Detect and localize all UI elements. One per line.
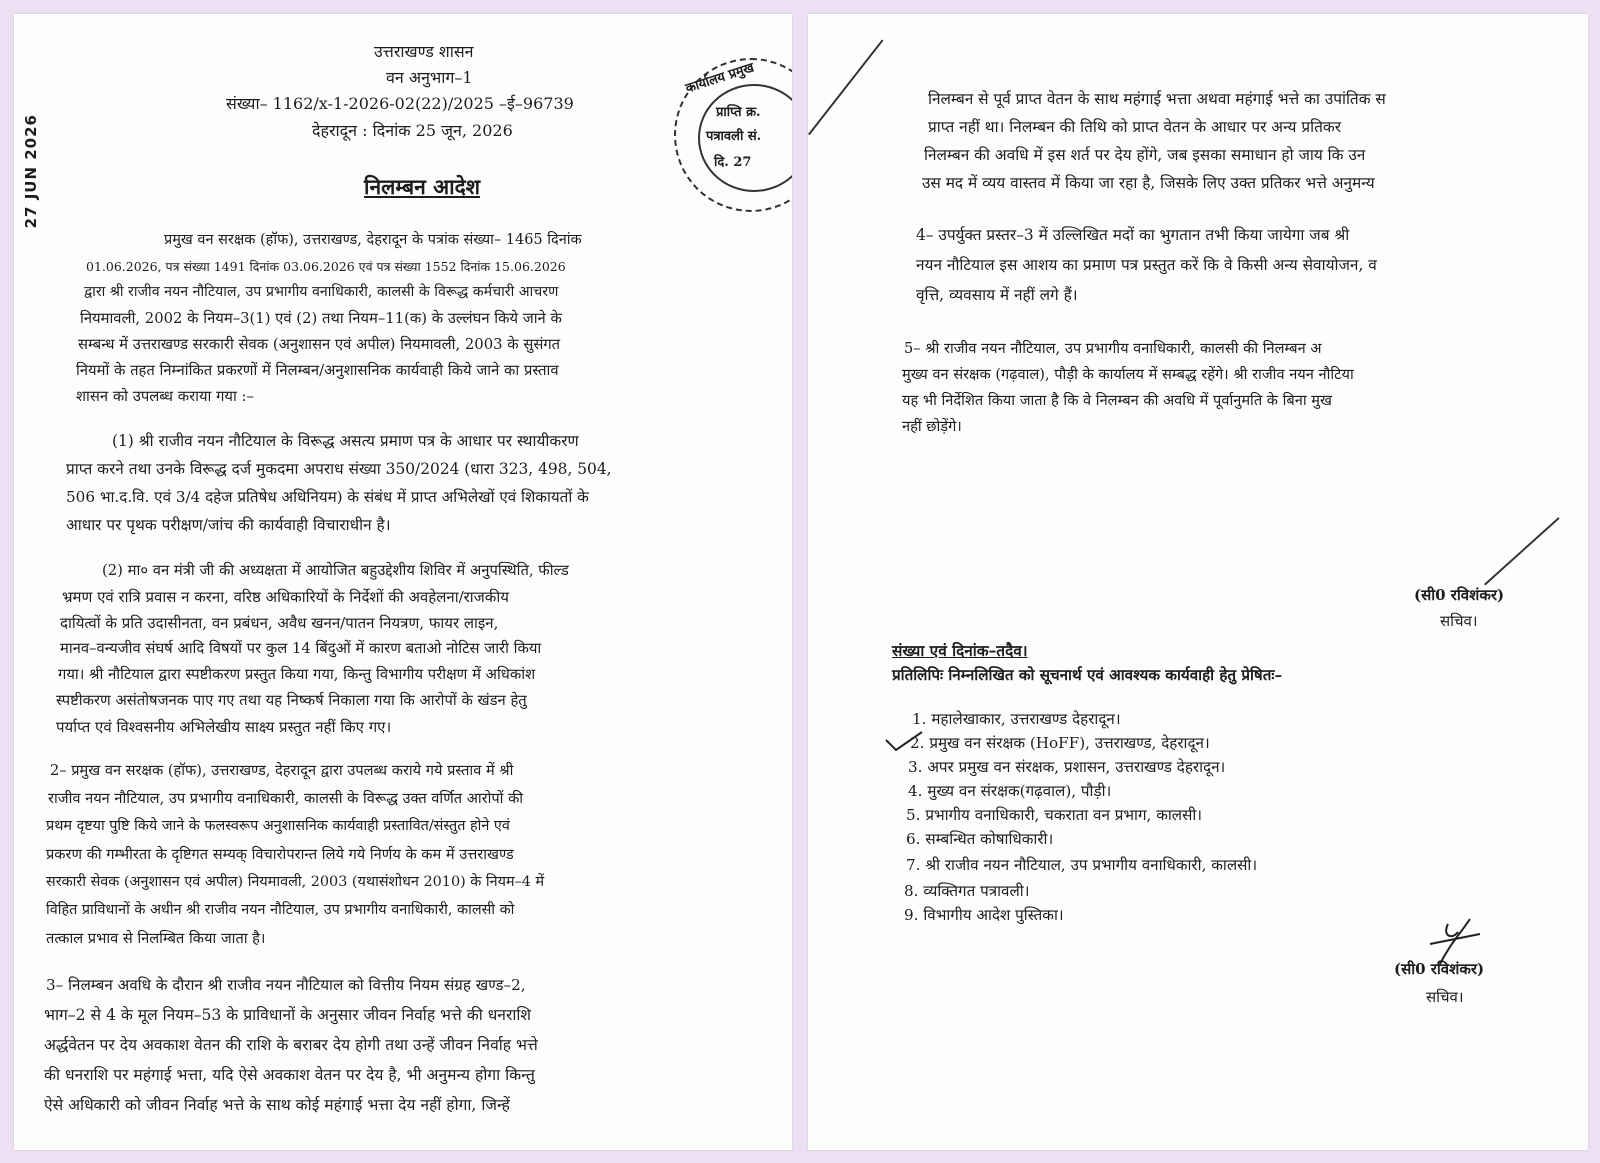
recipient-item: 7. श्री राजीव नयन नौटियाल, उप प्रभागीय वनाधिकारी, कालसी। xyxy=(906,856,1258,874)
place-date: देहरादून : दिनांक 25 जून, 2026 xyxy=(312,121,513,140)
seal-line: दि. 27 xyxy=(714,155,752,170)
para2-line: राजीव नयन नौटियाल, उप प्रभागीय वनाधिकारी, कालसी के विरूद्ध उक्त वर्णित आरोपों की xyxy=(48,790,524,807)
item2-line: स्पष्टीकरण असंतोषजनक पाए गए तथा यह निष्कर्ष निकाला गया कि आरोपों के खंडन हेतु xyxy=(56,692,527,709)
para2-line: 2– प्रमुख वन सरक्षक (हॉफ), उत्तराखण्ड, देहरादून द्वारा उपलब्ध कराये गये प्रस्ताव में श्री xyxy=(50,762,514,779)
para5-line: 5– श्री राजीव नयन नौटियाल, उप प्रभागीय वनाधिकारी, कालसी की निलम्बन अ xyxy=(904,340,1322,357)
item2-line: पर्याप्त एवं विश्वसनीय अभिलेखीय साक्ष्य प्रस्तुत नहीं किए गए। xyxy=(56,718,392,736)
para3-line: ऐसे अधिकारी को जीवन निर्वाह भत्ते के साथ कोई महंगाई भत्ता देय नहीं होगा, जिन्हें xyxy=(44,1096,510,1114)
para3-line: भाग–2 से 4 के मूल नियम–53 के प्राविधानों के अनुसार जीवन निर्वाह भत्ते की धनराशि xyxy=(44,1006,532,1024)
document-page-right xyxy=(808,14,1588,1150)
recipient-item: 5. प्रभागीय वनाधिकारी, चकराता वन प्रभाग, कालसी। xyxy=(906,806,1203,824)
received-date-stamp: 27 JUN 2026 xyxy=(22,114,40,229)
para3-line: अर्द्धवेतन पर देय अवकाश वेतन की राशि के बराबर देय होगी तथा उन्हें जीवन निर्वाह भत्ते xyxy=(44,1036,538,1054)
intro-line: 01.06.2026, पत्र संख्या 1491 दिनांक 03.06.2026 एवं पत्र संख्या 1552 दिनांक 15.06.2026 xyxy=(86,259,566,274)
recipient-item: 4. मुख्य वन संरक्षक(गढ़वाल), पौड़ी। xyxy=(908,782,1112,800)
item1-line: प्राप्त करने तथा उनके विरूद्ध दर्ज मुकदमा अपराध संख्या 350/2024 (धारा 323, 498, 504, xyxy=(66,460,612,478)
para3-cont-line: प्राप्त नहीं था। निलम्बन की तिथि को प्राप्त वेतन के आधार पर अन्य प्रतिकर xyxy=(928,118,1342,136)
signatory-name: (सी0 रविशंकर) xyxy=(1394,960,1485,978)
government-name: उत्तराखण्ड शासन xyxy=(374,42,474,61)
item2-line: दायित्वों के प्रति उदासीनता, वन प्रबंधन, अवैध खनन/पातन नियत्रण, फायर लाइन, xyxy=(60,614,499,632)
para5-line: नहीं छोड़ेंगे। xyxy=(902,418,962,435)
intro-line: द्वारा श्री राजीव नयन नौटियाल, उप प्रभागीय वनाधिकारी, कालसी के विरूद्ध कर्मचारी आचरण xyxy=(84,284,559,300)
intro-line: प्रमुख वन सरक्षक (हॉफ), उत्तराखण्ड, देहरादून के पत्रांक संख्या– 1465 दिनांक xyxy=(164,232,582,248)
item1-line: (1) श्री राजीव नयन नौटियाल के विरूद्ध असत्य प्रमाण पत्र के आधार पर स्थायीकरण xyxy=(112,432,579,450)
para4-line: नयन नौटियाल इस आशय का प्रमाण पत्र प्रस्तुत करें कि वे किसी अन्य सेवायोजन, व xyxy=(916,256,1377,274)
order-title: निलम्बन आदेश xyxy=(364,174,481,199)
check-mark-icon xyxy=(884,730,924,754)
section-name: वन अनुभाग–1 xyxy=(386,68,473,87)
para3-line: 3– निलम्बन अवधि के दौरान श्री राजीव नयन नौटियाल को वित्तीय नियम संग्रह खण्ड–2, xyxy=(46,976,526,994)
item2-line: गया। श्री नौटियाल द्वारा स्पष्टीकरण प्रस्तुत किया गया, किन्तु विभागीय परीक्षण में अधिकांश xyxy=(58,666,536,683)
para3-cont-line: उस मद में व्यय वास्तव में किया जा रहा है, जिसके लिए उक्त प्रतिकर भत्ते अनुमन्य xyxy=(922,174,1375,192)
para4-line: वृत्ति, व्यवसाय में नहीं लगे हैं। xyxy=(916,286,1078,304)
recipient-item: 6. सम्बन्धित कोषाधिकारी। xyxy=(906,830,1054,848)
recipient-item: 3. अपर प्रमुख वन संरक्षक, प्रशासन, उत्तराखण्ड देहरादून। xyxy=(908,758,1226,776)
para2-line: तत्काल प्रभाव से निलम्बित किया जाता है। xyxy=(46,930,266,947)
recipient-item: 9. विभागीय आदेश पुस्तिका। xyxy=(904,906,1064,924)
document-page-left xyxy=(14,14,792,1150)
para2-line: विहित प्राविधानों के अधीन श्री राजीव नयन नौटियाल, उप प्रभागीय वनाधिकारी, कालसी को xyxy=(46,902,515,918)
item2-line: (2) मा० वन मंत्री जी की अध्यक्षता में आयोजित बहुउद्देशीय शिविर में अनुपस्थिति, फील्ड xyxy=(102,562,569,579)
item1-line: 506 भा.द.वि. एवं 3/4 दहेज प्रतिषेध अधिनियम) के संबंध में प्राप्त अभिलेखों एवं शिकायतों के xyxy=(66,488,589,506)
signatory-name: (सी0 रविशंकर) xyxy=(1414,586,1505,604)
para4-line: 4– उपर्युक्त प्रस्तर–3 में उल्लिखित मदों का भुगतान तभी किया जायेगा जब श्री xyxy=(916,226,1350,244)
intro-line: नियमों के तहत निम्नांकित प्रकरणों में निलम्बन/अनुशासनिक कार्यवाही किये जाने का प्रस्ताव xyxy=(76,362,559,379)
item2-line: मानव–वन्यजीव संघर्ष आदि विषयों पर कुल 14 बिंदुओं में कारण बताओ नोटिस जारी किया xyxy=(60,640,542,657)
para2-line: प्रकरण की गम्भीरता के दृष्टिगत सम्यक् विचारोपरान्त लिये गये निर्णय के कम में उत्तराखण्ड xyxy=(46,846,514,863)
recipient-item: 2. प्रमुख वन संरक्षक (HoFF), उत्तराखण्ड, देहरादून। xyxy=(910,734,1210,752)
para2-line: सरकारी सेवक (अनुशासन एवं अपील) नियमावली, 2003 (यथासंशोधन 2010) के नियम–4 में xyxy=(46,874,545,890)
para2-line: प्रथम दृष्टया पुष्टि किये जाने के फलस्वरूप अनुशासनिक कार्यवाही प्रस्तावित/संस्तुत होने एवं xyxy=(46,818,510,834)
para3-cont-line: निलम्बन से पूर्व प्राप्त वेतन के साथ महंगाई भत्ता अथवा महंगाई भत्ते का उपांतिक स xyxy=(928,90,1386,108)
intro-line: नियमावली, 2002 के नियम–3(1) एवं (2) तथा नियम–11(क) के उल्लंघन किये जाने के xyxy=(80,310,562,327)
intro-line: सम्बन्ध में उत्तराखण्ड सरकारी सेवक (अनुशासन एवं अपील) नियमावली, 2003 के सुसंगत xyxy=(78,336,561,353)
pen-stroke xyxy=(808,39,883,135)
reference-heading: संख्या एवं दिनांक–तदैव। xyxy=(892,642,1028,660)
signatory-designation: सचिव। xyxy=(1426,988,1464,1006)
recipient-item: 8. व्यक्तिगत पत्रावली। xyxy=(904,882,1030,900)
para3-line: की धनराशि पर महंगाई भत्ता, यदि ऐसे अवकाश वेतन पर देय है, भी अनुमन्य होगा किन्तु xyxy=(44,1066,535,1084)
reference-number: संख्या– 1162/x-1-2026-02(22)/2025 –ई–96739 xyxy=(226,94,574,113)
item2-line: भ्रमण एवं रात्रि प्रवास न करना, वरिष्ठ अधिकारियों के निर्देशों की अवहेलना/राजकीय xyxy=(62,588,509,606)
office-seal xyxy=(674,58,792,212)
para5-line: यह भी निर्देशित किया जाता है कि वे निलम्बन की अवधि में पूर्वानुमति के बिना मुख xyxy=(902,392,1332,409)
para3-cont-line: निलम्बन की अवधि में इस शर्त पर देय होंगे, जब इसका समाधान हो जाय कि उन xyxy=(924,146,1366,164)
seal-line: पत्रावली सं. xyxy=(706,129,762,144)
para5-line: मुख्य वन संरक्षक (गढ़वाल), पौड़ी के कार्यालय में सम्बद्ध रहेंगे। श्री राजीव नयन नौटिया xyxy=(902,366,1354,383)
copy-line: प्रतिलिपिः निम्नलिखित को सूचनार्थ एवं आवश्यक कार्यवाही हेतु प्रेषितः– xyxy=(892,666,1283,684)
item1-line: आधार पर पृथक परीक्षण/जांच की कार्यवाही विचाराधीन है। xyxy=(66,516,391,534)
seal-line: प्राप्ति क्र. xyxy=(716,105,761,120)
recipient-item: 1. महालेखाकार, उत्तराखण्ड देहरादून। xyxy=(912,710,1121,728)
seal-line: कार्यालय प्रमुख xyxy=(683,60,756,97)
signatory-designation: सचिव। xyxy=(1440,612,1478,630)
intro-line: शासन को उपलब्ध कराया गया :– xyxy=(76,388,254,405)
